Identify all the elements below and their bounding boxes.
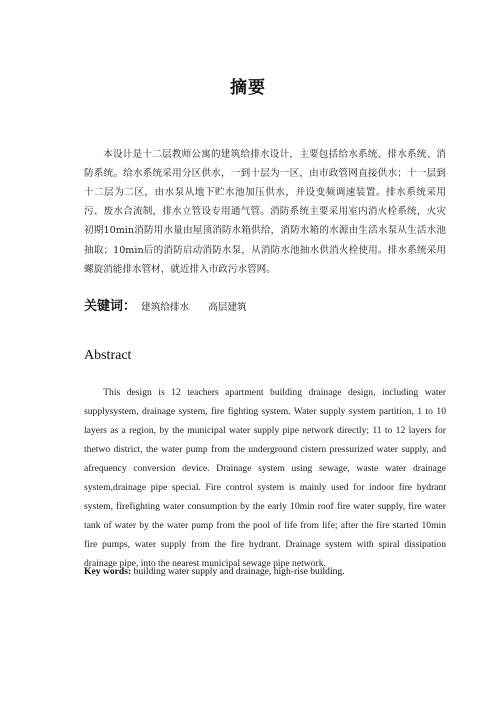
- english-keywords-values: building water supply and drainage, high-rise building.: [133, 566, 345, 577]
- english-keywords: [84, 566, 446, 577]
- english-abstract-heading: Abstract: [84, 348, 132, 363]
- english-keywords-label: Key words:: [84, 566, 132, 577]
- english-abstract-paragraph: This design is 12 teachers apartment building drainage design, including water supplysystem, drainage system, fire fighting system. Water supply system partition, 1 to 10 layers as a region, by the municipal water supply pipe network directly; 11 to 12 layers for thetwo district, the water pump from the underground cistern pressurized water supply, and afrequency conversion device. Drainage system using sewage, waste water drainage system,drainage pipe special. Fire control system is mainly used for indoor fire hydrant system, firefighting water consumption by the early 10min roof fire water supply, fire water tank of water by the water pump from the pool of life from life; after the fire started 10min fire pumps, water supply from the fire hydrant. Drainage system with spiral dissipation drainage pipe, into the nearest municipal sewage pipe network.: [84, 386, 446, 569]
- chinese-abstract-paragraph: 本设计是十二层教师公寓的建筑给排水设计，主要包括给水系统、排水系统、消防系统。给水系统采用分区供水，一到十层为一区，由市政管网直接供水；十一层到十二层为二区，由水泵从地下贮水池加压供水，并设变频调速装置。排水系统采用污、废水合流制，排水立管设专用通气管。消防系统主要采用室内消火栓系统，火灾初期10min消防用水量由屋顶消防水箱供给，消防水箱的水源由生活水泵从生活水池抽取；10min后的消防启动消防水泵，从消防水池抽水供消火栓使用。排水系统采用螺旋消能排水管材，就近排入市政污水管网。: [84, 148, 446, 275]
- chinese-keywords-label: 关键词：: [84, 299, 137, 314]
- chinese-keywords: [84, 295, 446, 314]
- chinese-keywords-values: 建筑给排水 高层建筑: [141, 302, 247, 313]
- page-title: 摘要: [230, 78, 266, 98]
